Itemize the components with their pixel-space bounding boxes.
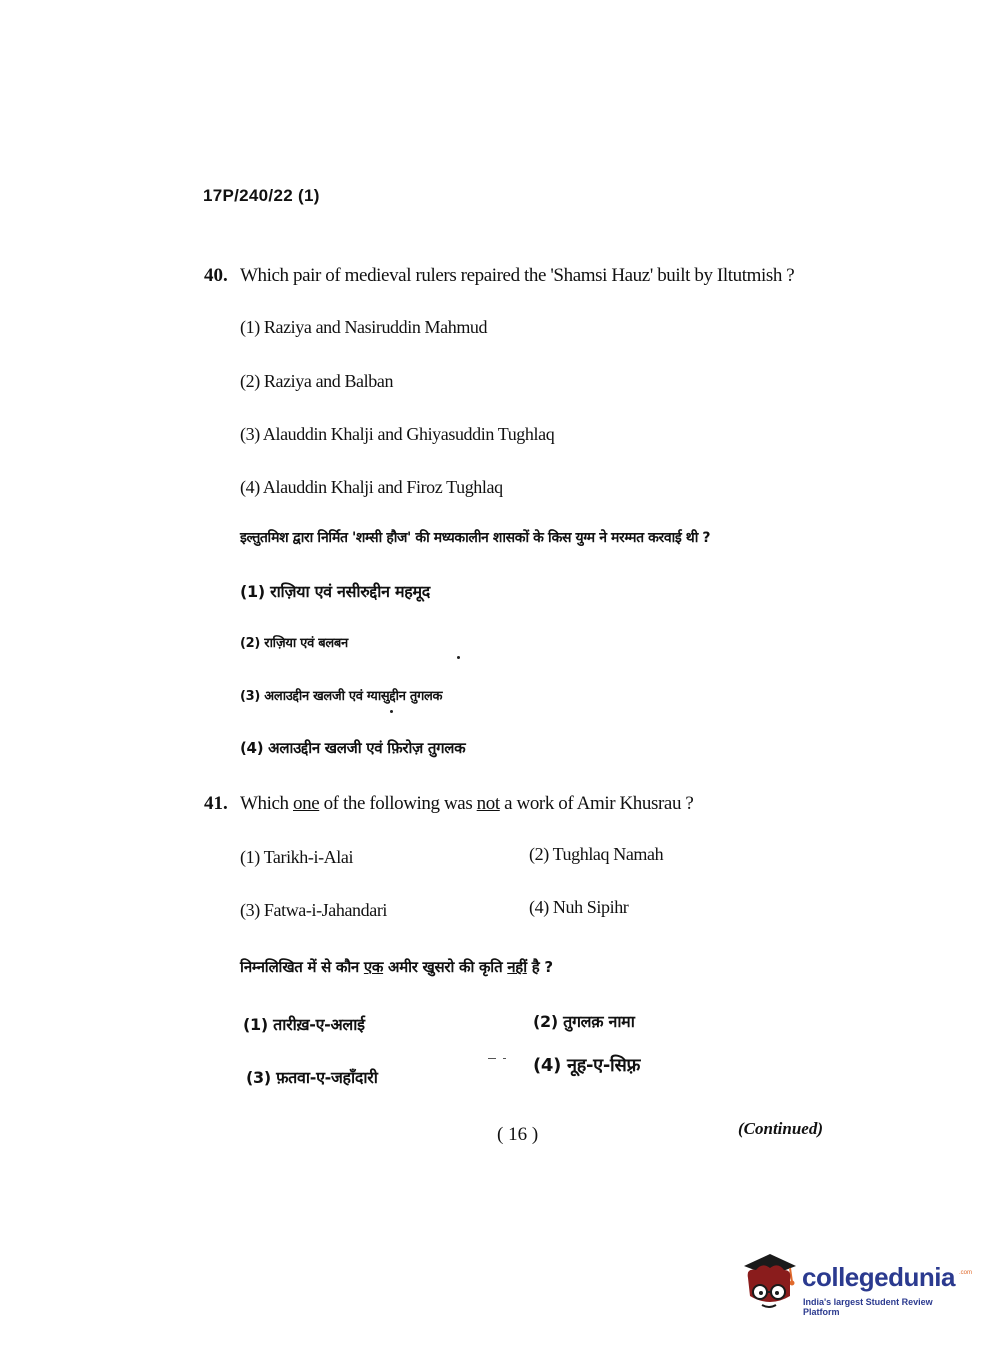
option-1: (1) Tarikh-i-Alai [240, 847, 354, 867]
option-3: (3) Alauddin Khalji and Ghiyasuddin Tughlaq [240, 424, 555, 444]
scan-mark [503, 1058, 506, 1059]
brand-suffix: .com [959, 1270, 973, 1276]
scan-speck [457, 656, 460, 659]
option-3-hindi: (3) अलाउद्दीन खलजी एवं ग्यासुद्दीन तुगलक [240, 689, 443, 704]
continued-label: (Continued) [738, 1119, 824, 1138]
option-3-hindi: (3) फ़तवा-ए-जहाँदारी [246, 1068, 378, 1087]
option-2-hindi: (2) राज़िया एवं बलबन [240, 636, 348, 651]
option-4: (4) Nuh Sipihr [529, 897, 629, 917]
scan-speck [390, 710, 393, 713]
option-2: (2) Tughlaq Namah [529, 844, 664, 864]
option-4-hindi: (4) नूह-ए-सिफ़्र [533, 1055, 641, 1076]
option-1: (1) Raziya and Nasiruddin Mahmud [240, 317, 488, 337]
question-number: 40. [204, 265, 228, 286]
question-text-hindi: इल्तुतमिश द्वारा निर्मित 'शम्सी हौज' की मध्यकालीन शासकों के किस युग्म ने मरम्मत करवाई थी ? [240, 530, 711, 546]
option-1-hindi: (1) राज़िया एवं नसीरुद्दीन महमूद [240, 582, 430, 601]
brand-name: collegedunia [802, 1262, 955, 1292]
option-1-hindi: (1) तारीख़-ए-अलाई [243, 1015, 365, 1034]
question-number: 41. [204, 793, 228, 814]
option-2: (2) Raziya and Balban [240, 371, 394, 391]
option-4: (4) Alauddin Khalji and Firoz Tughlaq [240, 477, 503, 497]
question-text: Which pair of medieval rulers repaired the 'Shamsi Hauz' built by Iltutmish ? [240, 265, 795, 286]
option-3: (3) Fatwa-i-Jahandari [240, 900, 388, 920]
question-text-hindi: निम्नलिखित में से कौन एक अमीर खुसरो की कृति नहीं है ? [240, 958, 553, 976]
brand-tagline: India's largest Student Review Platform [803, 1297, 933, 1317]
option-4-hindi: (4) अलाउद्दीन खलजी एवं फ़िरोज़ तुगलक [240, 739, 466, 757]
scan-mark [488, 1058, 496, 1059]
collegedunia-watermark [740, 1250, 973, 1320]
question-text: Which one of the following was not a work of Amir Khusrau ? [240, 793, 694, 814]
mascot-icon [740, 1250, 800, 1320]
option-2-hindi: (2) तुगलक़ नामा [533, 1012, 635, 1031]
page-number: ( 16 ) [497, 1124, 539, 1145]
paper-code: 17P/240/22 (1) [203, 186, 320, 205]
